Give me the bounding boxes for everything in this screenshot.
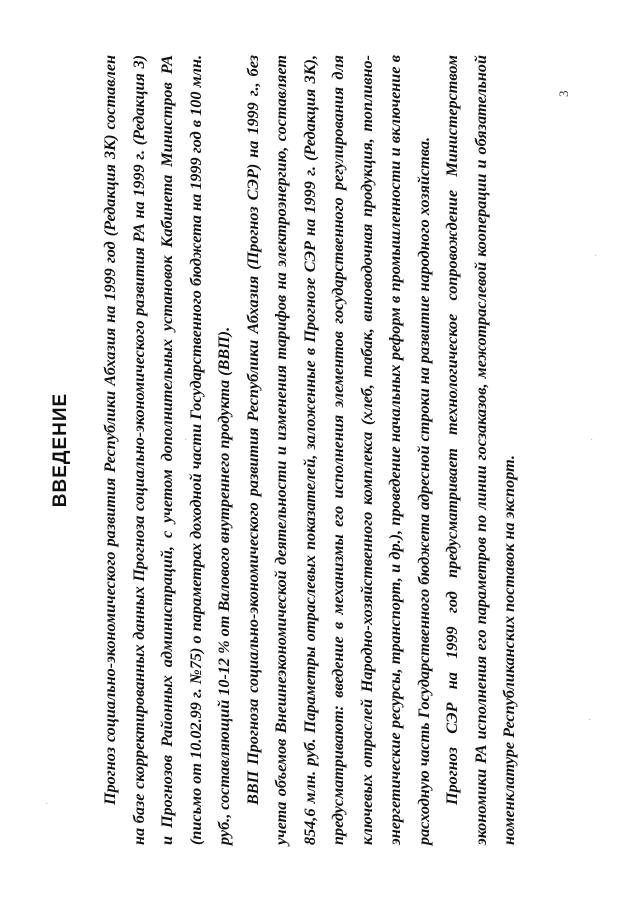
scan-speck: · — [590, 435, 594, 446]
paragraph-2: ВВП Прогноза социально-экономического развития Республики Абхазия (Прогноз СЭР) на 1999 г., без учета объемов Внешнеэкономической деятельности и изменения тарифов на электроэнергию, составляет 854,6 млн. руб. Параметры отраслевых показателей, заложенные в Прогнозе СЭР на 1999 г. (Редакция 3К), предусматривают: введение в механизмы его исполнения элементов государственного регулирования для ключевых отраслей Народно-хозяйственного комплекса (хлеб, табак, виноводочная продукция, топливно-энергетические ресурсы, транспорт, и др.), проведение начальных реформ в промышленности и включение в расходную часть Государственного бюджета адресной строки на развитие народного хозяйства. — [243, 55, 433, 845]
scan-speck: · — [588, 715, 592, 726]
scan-speck: · — [594, 251, 598, 262]
rotated-content — [50, 55, 520, 845]
scan-speck: · — [45, 799, 49, 810]
page-title: ВВЕДЕНИЕ — [50, 392, 71, 508]
page-number: 3 — [556, 90, 571, 97]
paragraph-3: Прогноз СЭР на 1999 год предусматривает технологическое сопровождение Министерством экономики РА исполнения его параметров по линии госзаказов, межотраслевой кооперации и обязательной номенклатуре Республиканских поставок на экспорт. — [443, 55, 518, 845]
paragraph-1: Прогноз социально-экономического развития Республики Абхазия на 1999 год (Редакция 3К) составлен на базе скорректированных данных Прогноза социально-экономического развития РА на 1999 г. (Редакция 3) и Прогнозов Районных администраций, с учетом дополнительных установок Кабинета Министров РА (письмо от 10.02.99 г. №75) о параметрах доходной части Государственного бюджета на 1999 год в 100 млн. руб., составляющий 10-12 % от Валового внутреннего продукта (ВВП). — [101, 55, 233, 845]
scan-speck: · — [184, 435, 188, 446]
